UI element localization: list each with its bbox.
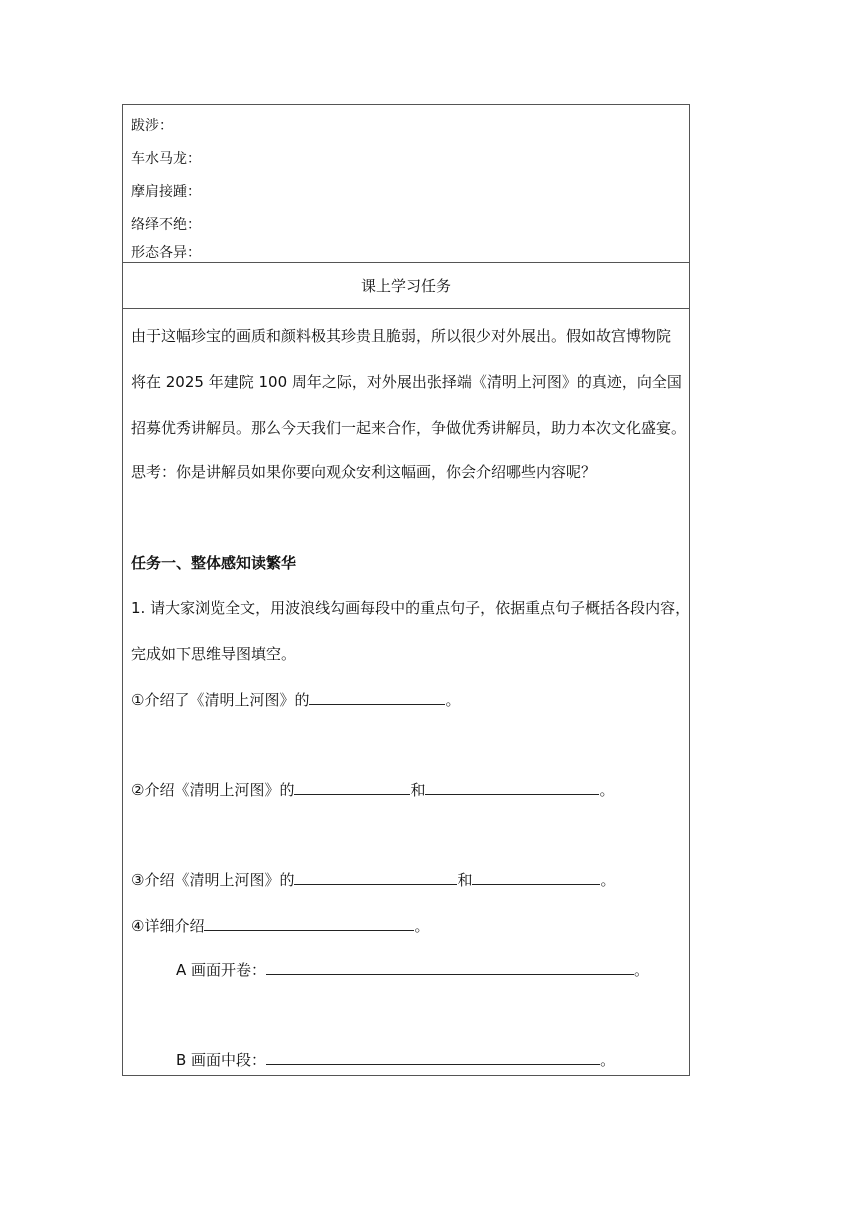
item-label: ①介绍了《清明上河图》的 <box>131 691 310 709</box>
vocab-item: 跋涉： <box>131 118 173 134</box>
mindmap-item-4 <box>131 915 429 936</box>
period: 。 <box>445 691 461 709</box>
item-conjunction: 和 <box>457 871 473 889</box>
vocab-item: 摩肩接踵： <box>131 184 201 200</box>
fill-blank[interactable] <box>266 960 634 975</box>
subitem-a <box>176 959 649 980</box>
fill-blank[interactable] <box>309 690 445 705</box>
item-label: ④详细介绍 <box>131 917 205 935</box>
period: 。 <box>600 1051 616 1069</box>
item-label: ③介绍《清明上河图》的 <box>131 871 295 889</box>
period: 。 <box>599 781 615 799</box>
item-label: ②介绍《清明上河图》的 <box>131 781 295 799</box>
section-title: 课上学习任务 <box>123 263 689 309</box>
fill-blank[interactable] <box>204 916 414 931</box>
worksheet-table <box>122 104 690 1076</box>
intro-line: 由于这幅珍宝的画质和颜料极其珍贵且脆弱，所以很少对外展出。假如故宫博物院 <box>131 327 672 345</box>
subitem-label: A 画面开卷： <box>176 961 267 979</box>
item-conjunction: 和 <box>410 781 426 799</box>
vocab-item: 络绎不绝： <box>131 217 201 233</box>
period: 。 <box>600 871 616 889</box>
fill-blank[interactable] <box>472 870 600 885</box>
mindmap-item-1 <box>131 689 460 710</box>
vocab-item: 形态各异： <box>131 245 201 261</box>
intro-line: 招募优秀讲解员。那么今天我们一起来合作，争做优秀讲解员，助力本次文化盛宴。 <box>131 419 687 437</box>
task1-instruction: 1. 请大家浏览全文，用波浪线勾画每段中的重点句子，依据重点句子概括各段内容， <box>131 599 691 617</box>
task1-instruction: 完成如下思维导图填空。 <box>131 645 297 663</box>
fill-blank[interactable] <box>266 1050 600 1065</box>
task-content-cell <box>123 309 689 1075</box>
intro-line: 将在 2025 年建院 100 周年之际，对外展出张择端《清明上河图》的真迹，向全国 <box>131 373 682 391</box>
fill-blank[interactable] <box>294 870 457 885</box>
task1-heading: 任务一、整体感知读繁华 <box>131 554 297 572</box>
mindmap-item-3 <box>131 869 615 890</box>
period: 。 <box>634 961 650 979</box>
fill-blank[interactable] <box>425 780 599 795</box>
mindmap-item-2 <box>131 779 614 800</box>
subitem-label: B 画面中段： <box>176 1051 267 1069</box>
period: 。 <box>414 917 430 935</box>
subitem-b <box>176 1049 615 1070</box>
think-question: 思考：你是讲解员如果你要向观众安利这幅画，你会介绍哪些内容呢？ <box>131 463 597 481</box>
vocabulary-cell <box>123 105 689 263</box>
fill-blank[interactable] <box>294 780 410 795</box>
vocab-item: 车水马龙： <box>131 151 201 167</box>
